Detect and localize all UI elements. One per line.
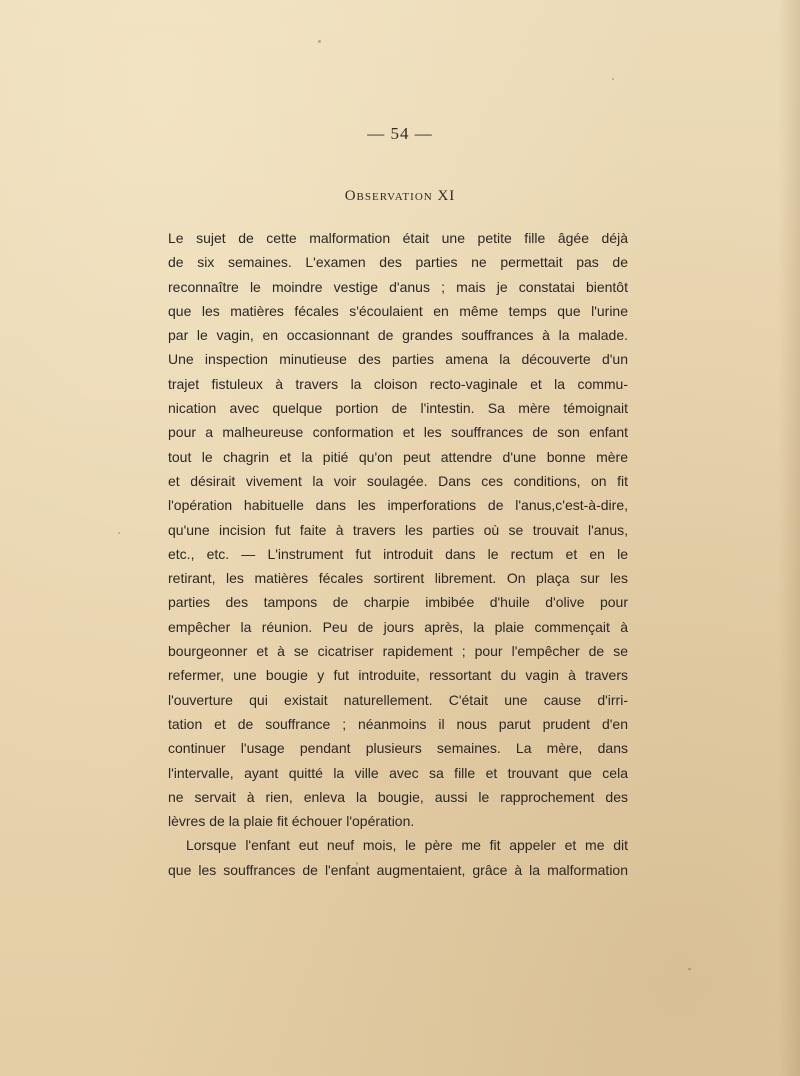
text-line: reconnaître le moindre vestige d'anus ; mais je constatai bientôt — [168, 278, 628, 295]
text-line: et désirait vivement la voir soulagée. Dans ces conditions, on fit — [168, 472, 628, 489]
text-line: continuer l'usage pendant plusieurs semaines. La mère, dans — [168, 740, 628, 757]
text-line: empêcher la réunion. Peu de jours après, la plaie commençait à — [168, 618, 628, 635]
paper-speck — [688, 968, 691, 970]
text-line: de six semaines. L'examen des parties ne permettait pas de — [168, 254, 628, 271]
text-line: refermer, une bougie y fut introduite, ressortant du vagin à travers — [168, 667, 628, 684]
text-line: parties des tampons de charpie imbibée d'huile d'olive pour — [168, 594, 628, 611]
text-line: qu'une incision fut faite à travers les parties où se trouvait l'anus, — [168, 521, 628, 538]
text-line: ne servait à rien, enleva la bougie, aussi le rapprochement des — [168, 788, 628, 805]
observation-heading: Observation XI — [344, 188, 456, 204]
text-line: Le sujet de cette malformation était une petite fille âgée déjà — [168, 230, 628, 246]
text-line: par le vagin, en occasionnant de grandes souffrances à la malade. — [168, 327, 628, 344]
text-line: que les souffrances de l'enfant augmentaient, grâce à la malformation — [168, 861, 628, 878]
text-line: tout le chagrin et la pitié qu'on peut attendre d'une bonne mère — [168, 448, 628, 465]
text-line: etc., etc. — L'instrument fut introduit dans le rectum et en le — [168, 545, 628, 562]
text-line: pour a malheureuse conformation et les souffrances de son enfant — [168, 424, 628, 441]
text-line: Une inspection minutieuse des parties amena la découverte d'un — [168, 351, 628, 368]
text-line: trajet fistuleux à travers la cloison recto-vaginale et la commu- — [168, 375, 628, 392]
paper-speck — [318, 40, 321, 43]
page-edge-shadow — [778, 0, 800, 1076]
text-line: lèvres de la plaie fit échouer l'opération. — [168, 813, 415, 830]
paper-speck — [118, 532, 120, 534]
text-line: bourgeonner et à se cicatriser rapidement ; pour l'empêcher de se — [168, 643, 628, 660]
text-line: l'intervalle, ayant quitté la ville avec sa fille et trouvant que cela — [168, 764, 628, 781]
paper-speck — [612, 78, 614, 80]
text-line: nication avec quelque portion de l'intestin. Sa mère témoignait — [168, 400, 628, 417]
text-line: l'ouverture qui existait naturellement. C'était une cause d'irri- — [168, 691, 628, 708]
text-line: Lorsque l'enfant eut neuf mois, le père me fit appeler et me dit — [186, 837, 628, 854]
text-line: tation et de souffrance ; néanmoins il nous parut prudent d'en — [168, 715, 628, 732]
page-number: — 54 — — [367, 124, 433, 143]
paper-speck — [356, 862, 358, 865]
text-line: retirant, les matières fécales sortirent librement. On plaça sur les — [168, 570, 628, 587]
text-line: l'opération habituelle dans les imperforations de l'anus,c'est-à-dire, — [168, 497, 628, 514]
text-line: que les matières fécales s'écoulaient en même temps que l'urine — [168, 302, 628, 319]
body-text — [168, 226, 628, 882]
